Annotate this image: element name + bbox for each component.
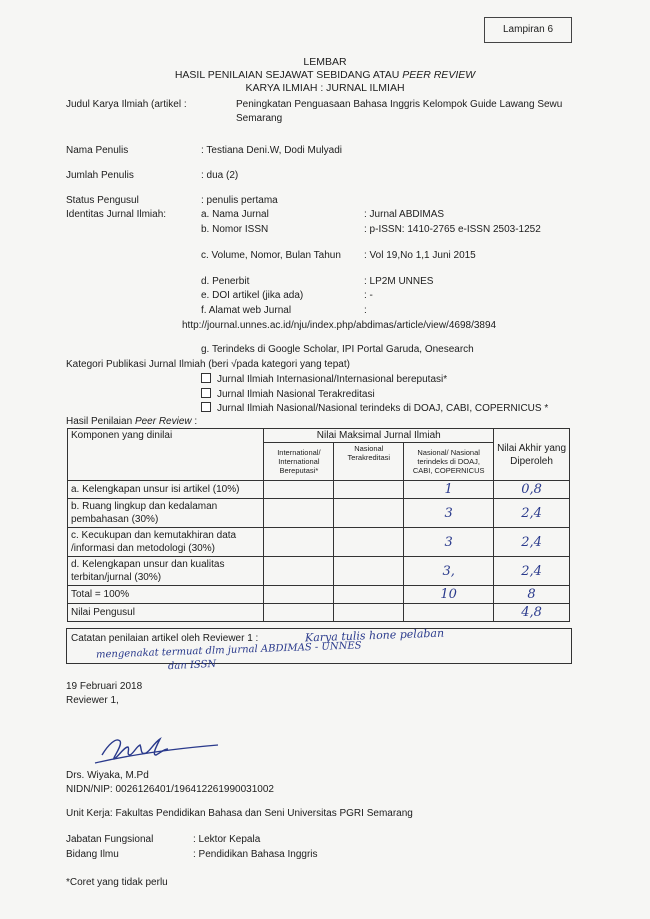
jumlah-value: : dua (2) xyxy=(201,170,239,181)
title-peer-review: PEER REVIEW xyxy=(402,69,476,81)
volume-label: c. Volume, Nomor, Bulan Tahun xyxy=(201,250,341,261)
web-label: f. Alamat web Jurnal xyxy=(201,305,292,316)
row-label: b. Ruang lingkup dan kedalaman pembahasan (30%) xyxy=(68,499,264,528)
checkbox-akreditasi[interactable] xyxy=(201,388,211,398)
identitas-label: Identitas Jurnal Ilmiah: xyxy=(66,209,167,220)
header-nilai-maks: Nilai Maksimal Jurnal Ilmiah xyxy=(264,429,494,443)
cell-nas xyxy=(334,604,404,622)
cell-intl xyxy=(264,481,334,499)
jabatan-value: : Lektor Kepala xyxy=(193,834,261,845)
cell-max: 3 xyxy=(404,528,494,557)
row-label: a. Kelengkapan unsur isi artikel (10%) xyxy=(68,481,264,499)
cell-nas xyxy=(334,528,404,557)
checkbox-intl[interactable] xyxy=(201,373,211,383)
kategori-option-1-label: Jurnal Ilmiah Internasional/Internasional bereputasi* xyxy=(217,374,448,385)
kategori-option-2-label: Jurnal Ilmiah Nasional Terakreditasi xyxy=(217,389,375,400)
hasil-label-peer: Peer Review xyxy=(134,416,192,427)
cell-intl xyxy=(264,586,334,604)
cell-akhir: 2,4 xyxy=(494,557,570,586)
issn-value: : p-ISSN: 1410-2765 e-ISSN 2503-1252 xyxy=(364,224,541,235)
cell-akhir: 8 xyxy=(494,586,570,604)
table-row xyxy=(68,557,570,586)
cell-nas xyxy=(334,499,404,528)
unit-kerja: Unit Kerja: Fakultas Pendidikan Bahasa dan Seni Universitas PGRI Semarang xyxy=(66,808,413,819)
cell-intl xyxy=(264,528,334,557)
header-nasional: Nasional Terakreditasi xyxy=(334,443,404,481)
row-label: Nilai Pengusul xyxy=(68,604,264,622)
penulis-label: Nama Penulis xyxy=(66,145,129,156)
title-lembar: LEMBAR xyxy=(303,56,347,68)
cell-nas xyxy=(334,557,404,586)
volume-value: : Vol 19,No 1,1 Juni 2015 xyxy=(364,250,476,261)
hasil-label xyxy=(66,416,197,428)
catatan-handwriting-1: Karya tulis hone pelaban xyxy=(304,626,445,645)
review-date: 19 Februari 2018 xyxy=(66,681,143,692)
cell-max xyxy=(404,604,494,622)
cell-max: 3 xyxy=(404,499,494,528)
kategori-option-3-label: Jurnal Ilmiah Nasional/Nasional terindeks di DOAJ, CABI, COPERNICUS * xyxy=(217,403,549,414)
cell-akhir: 0,8 xyxy=(494,481,570,499)
status-label: Status Pengusul xyxy=(66,195,139,206)
score-table xyxy=(67,428,570,622)
table-row xyxy=(68,604,570,622)
nama-jurnal-value: : Jurnal ABDIMAS xyxy=(364,209,445,220)
catatan-handwriting-2: mengenakat termuat dlm jurnal ABDIMAS - UNNES xyxy=(95,640,362,661)
doi-value: : - xyxy=(364,290,373,301)
lampiran-box: Lampiran 6 xyxy=(484,17,572,43)
kategori-label: Kategori Publikasi Jurnal Ilmiah (beri √pada kategori yang tepat) xyxy=(66,359,350,370)
footnote: *Coret yang tidak perlu xyxy=(66,877,168,888)
catatan-handwriting-3: dan ISSN xyxy=(167,658,217,673)
row-label: c. Kecukupan dan kemutakhiran data /informasi dan metodologi (30%) xyxy=(68,528,264,557)
table-row xyxy=(68,528,570,557)
cell-akhir: 2,4 xyxy=(494,528,570,557)
hasil-label-colon: : xyxy=(191,416,198,427)
bidang-value: : Pendidikan Bahasa Inggris xyxy=(193,849,318,860)
jabatan-label: Jabatan Fungsional xyxy=(66,834,154,845)
nama-jurnal-label: a. Nama Jurnal xyxy=(201,209,269,220)
cell-max: 3, xyxy=(404,557,494,586)
signature-icon xyxy=(90,725,230,770)
header-nasional-terindeks: Nasional/ Nasional terindeks di DOAJ, CABI, COPERNICUS xyxy=(404,443,494,481)
row-label: Total = 100% xyxy=(68,586,264,604)
penulis-value: : Testiana Deni.W, Dodi Mulyadi xyxy=(201,145,342,156)
judul-value: Peningkatan Penguasaan Bahasa Inggris Kelompok Guide Lawang Sewu xyxy=(236,99,563,110)
judul-label: Judul Karya Ilmiah (artikel : xyxy=(66,99,187,110)
header-nilai-akhir: Nilai Akhir yang Diperoleh xyxy=(494,429,570,481)
bidang-label: Bidang Ilmu xyxy=(66,849,119,860)
jumlah-label: Jumlah Penulis xyxy=(66,170,134,181)
table-row xyxy=(68,481,570,499)
signer-nidn: NIDN/NIP: 0026126401/196412261990031002 xyxy=(66,784,274,795)
judul-value-2: Semarang xyxy=(236,113,283,124)
table-row xyxy=(68,586,570,604)
cell-intl xyxy=(264,557,334,586)
journal-url: http://journal.unnes.ac.id/nju/index.php/abdimas/article/view/4698/3894 xyxy=(182,320,497,331)
cell-akhir: 2,4 xyxy=(494,499,570,528)
hasil-label-text: Hasil Penilaian xyxy=(66,416,135,427)
cell-max: 1 xyxy=(404,481,494,499)
issn-label: b. Nomor ISSN xyxy=(201,224,269,235)
cell-akhir: 4,8 xyxy=(494,604,570,622)
signer-name: Drs. Wiyaka, M.Pd xyxy=(66,770,149,781)
penerbit-value: : LP2M UNNES xyxy=(364,276,434,287)
status-value: : penulis pertama xyxy=(201,195,278,206)
reviewer-label: Reviewer 1, xyxy=(66,695,119,706)
header-komponen: Komponen yang dinilai xyxy=(68,429,264,481)
kategori-option-1 xyxy=(201,373,447,386)
doi-label: e. DOI artikel (jika ada) xyxy=(201,290,304,301)
web-value: : xyxy=(364,305,367,316)
cell-nas xyxy=(334,586,404,604)
title-karya: KARYA ILMIAH : JURNAL ILMIAH xyxy=(245,82,405,94)
catatan-label: Catatan penilaian artikel oleh Reviewer 1 : xyxy=(71,633,259,644)
title-hasil-text: HASIL PENILAIAN SEJAWAT SEBIDANG ATAU xyxy=(174,69,403,81)
kategori-option-3 xyxy=(201,402,548,415)
penerbit-label: d. Penerbit xyxy=(201,276,250,287)
cell-intl xyxy=(264,499,334,528)
table-row xyxy=(68,499,570,528)
cell-nas xyxy=(334,481,404,499)
cell-intl xyxy=(264,604,334,622)
header-international: International/ International Bereputasi* xyxy=(264,443,334,481)
cell-max: 10 xyxy=(404,586,494,604)
row-label: d. Kelengkapan unsur dan kualitas terbitan/jurnal (30%) xyxy=(68,557,264,586)
terindeks: g. Terindeks di Google Scholar, IPI Portal Garuda, Onesearch xyxy=(201,344,474,355)
checkbox-terindeks[interactable] xyxy=(201,402,211,412)
kategori-option-2 xyxy=(201,388,375,401)
title-hasil xyxy=(0,69,650,82)
